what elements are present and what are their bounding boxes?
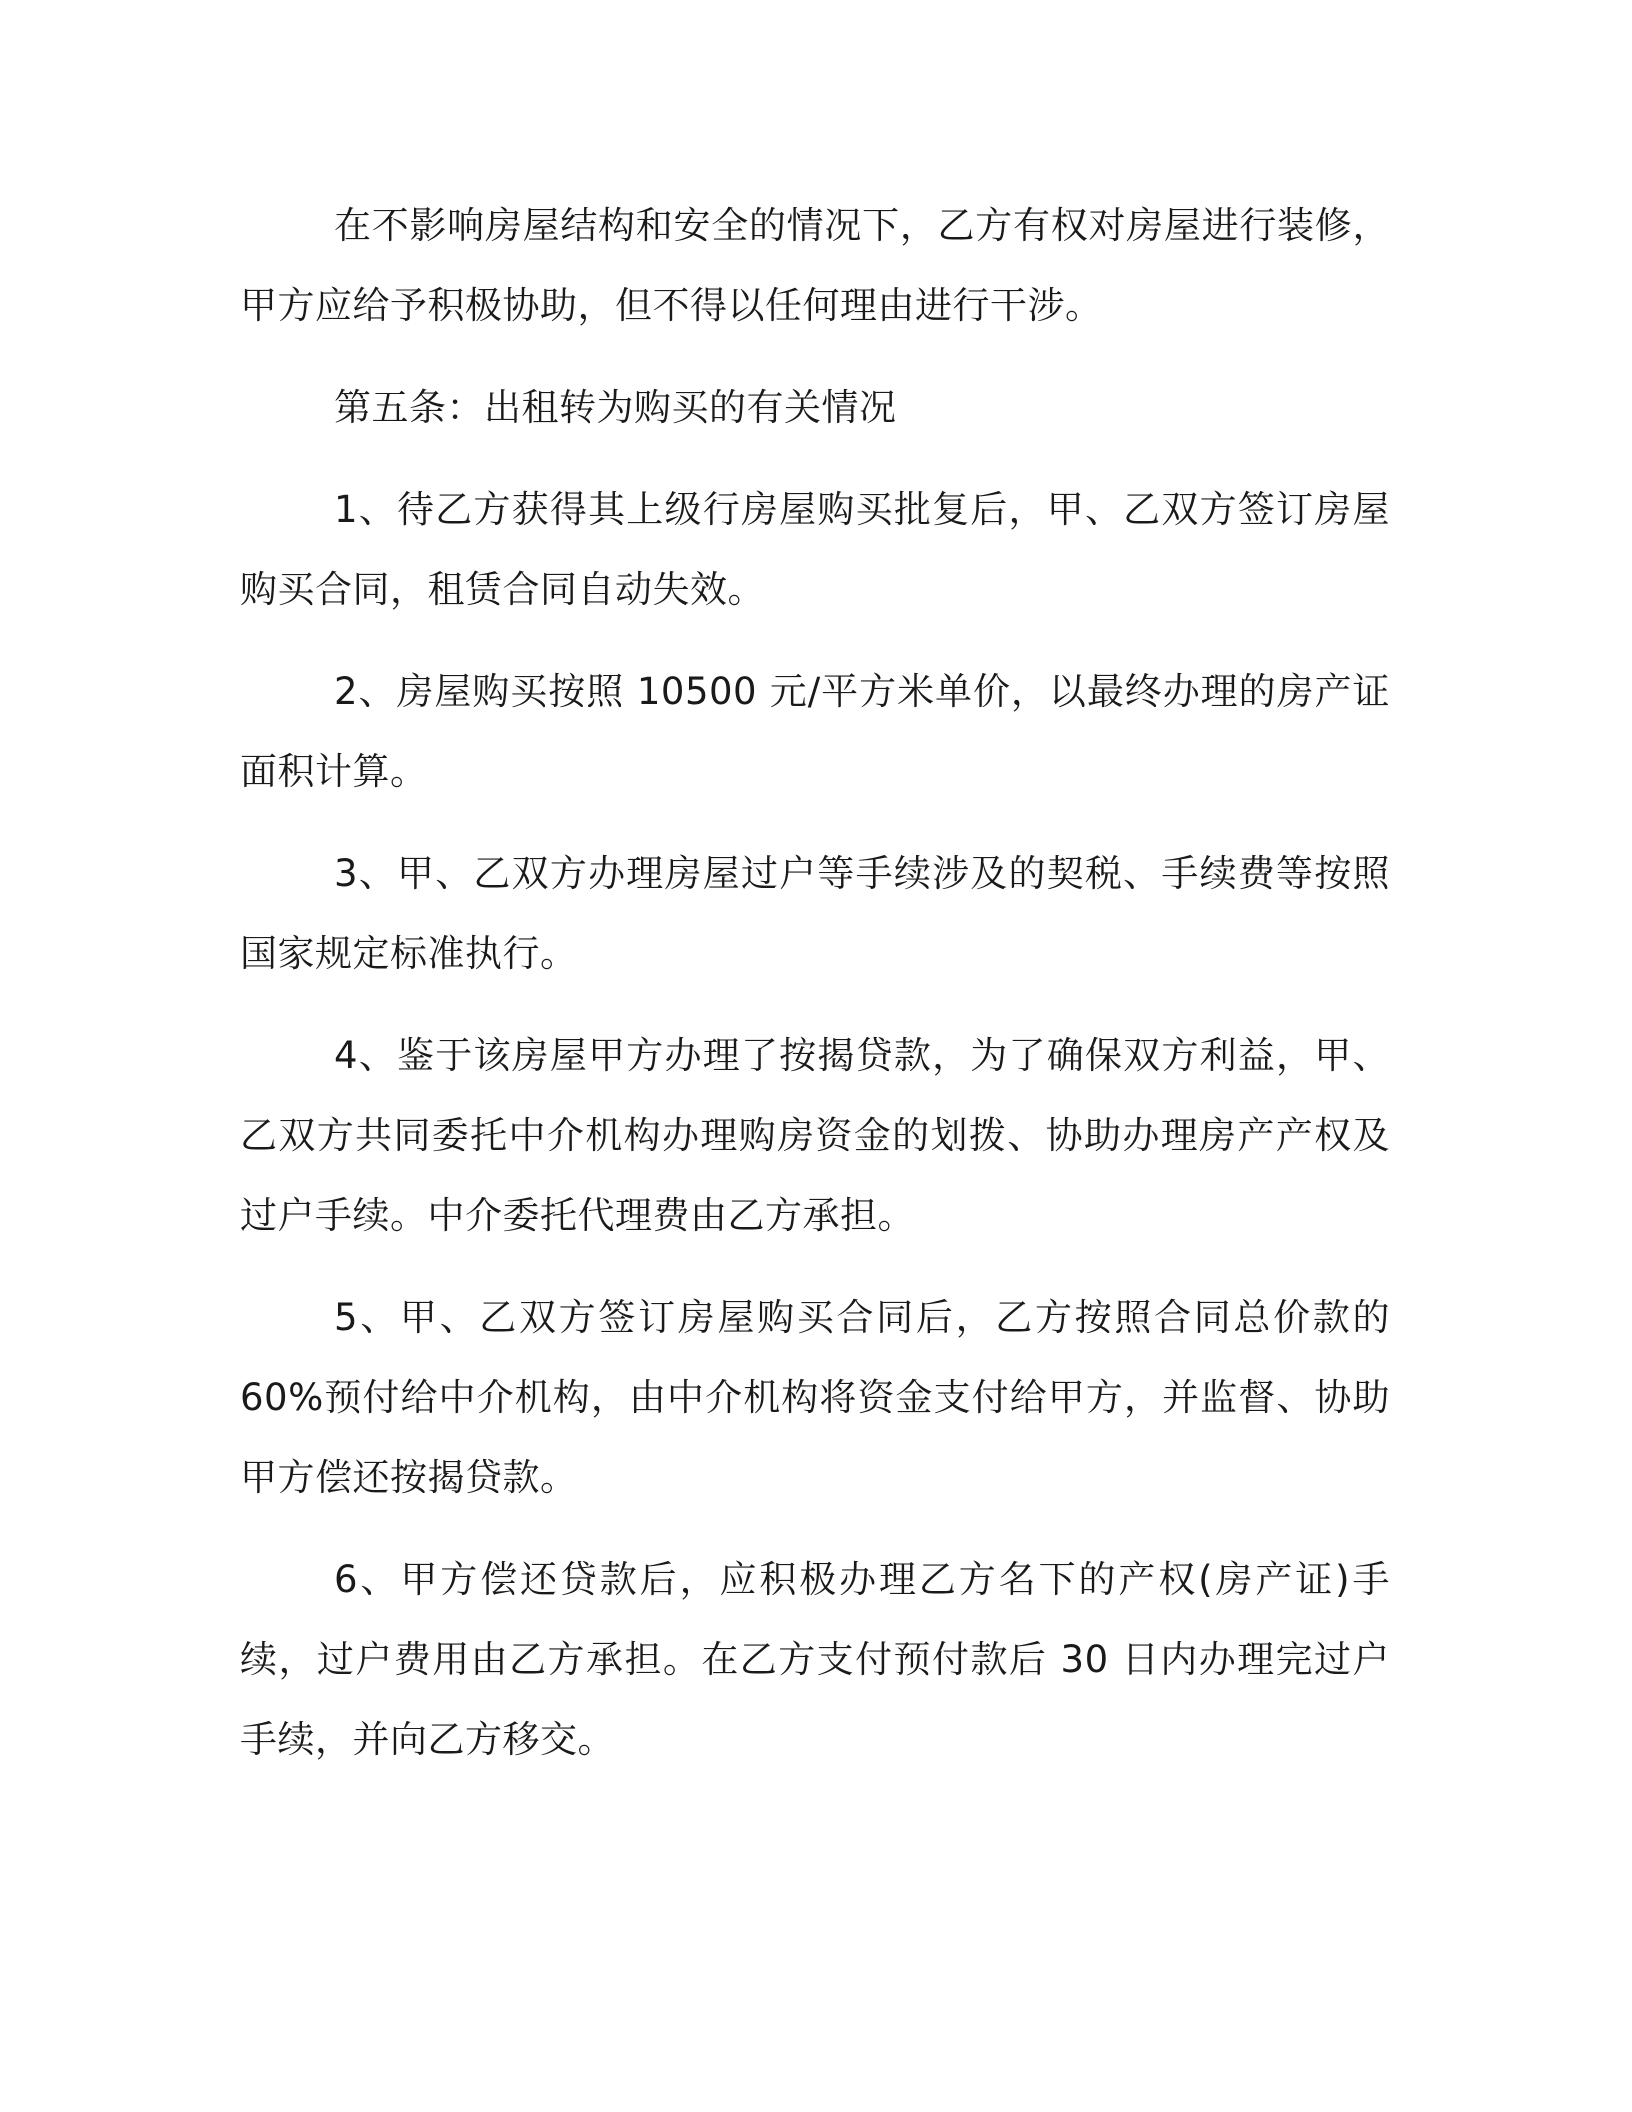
clause-1: 1、待乙方获得其上级行房屋购买批复后，甲、乙双方签订房屋购买合同，租赁合同自动失效。 — [240, 488, 1390, 611]
clause-4: 4、鉴于该房屋甲方办理了按揭贷款，为了确保双方利益，甲、乙双方共同委托中介机构办理购房资金的划拨、协助办理房产产权及过户手续。中介委托代理费由乙方承担。 — [240, 1034, 1390, 1237]
article-five-heading: 第五条：出租转为购买的有关情况 — [334, 386, 897, 429]
paragraph-renovation: 在不影响房屋结构和安全的情况下，乙方有权对房屋进行装修，甲方应给予积极协助，但不得以任何理由进行干涉。 — [240, 204, 1390, 327]
clause-5: 5、甲、乙双方签订房屋购买合同后，乙方按照合同总价款的60%预付给中介机构，由中介机构将资金支付给甲方，并监督、协助甲方偿还按揭贷款。 — [240, 1296, 1390, 1499]
clause-2: 2、房屋购买按照 10500 元/平方米单价，以最终办理的房产证面积计算。 — [240, 670, 1390, 793]
clause-6: 6、甲方偿还贷款后，应积极办理乙方名下的产权(房产证)手续，过户费用由乙方承担。在乙方支付预付款后 30 日内办理完过户手续，并向乙方移交。 — [240, 1558, 1390, 1761]
clause-3: 3、甲、乙双方办理房屋过户等手续涉及的契税、手续费等按照国家规定标准执行。 — [240, 852, 1390, 975]
document-page — [240, 186, 1390, 1802]
